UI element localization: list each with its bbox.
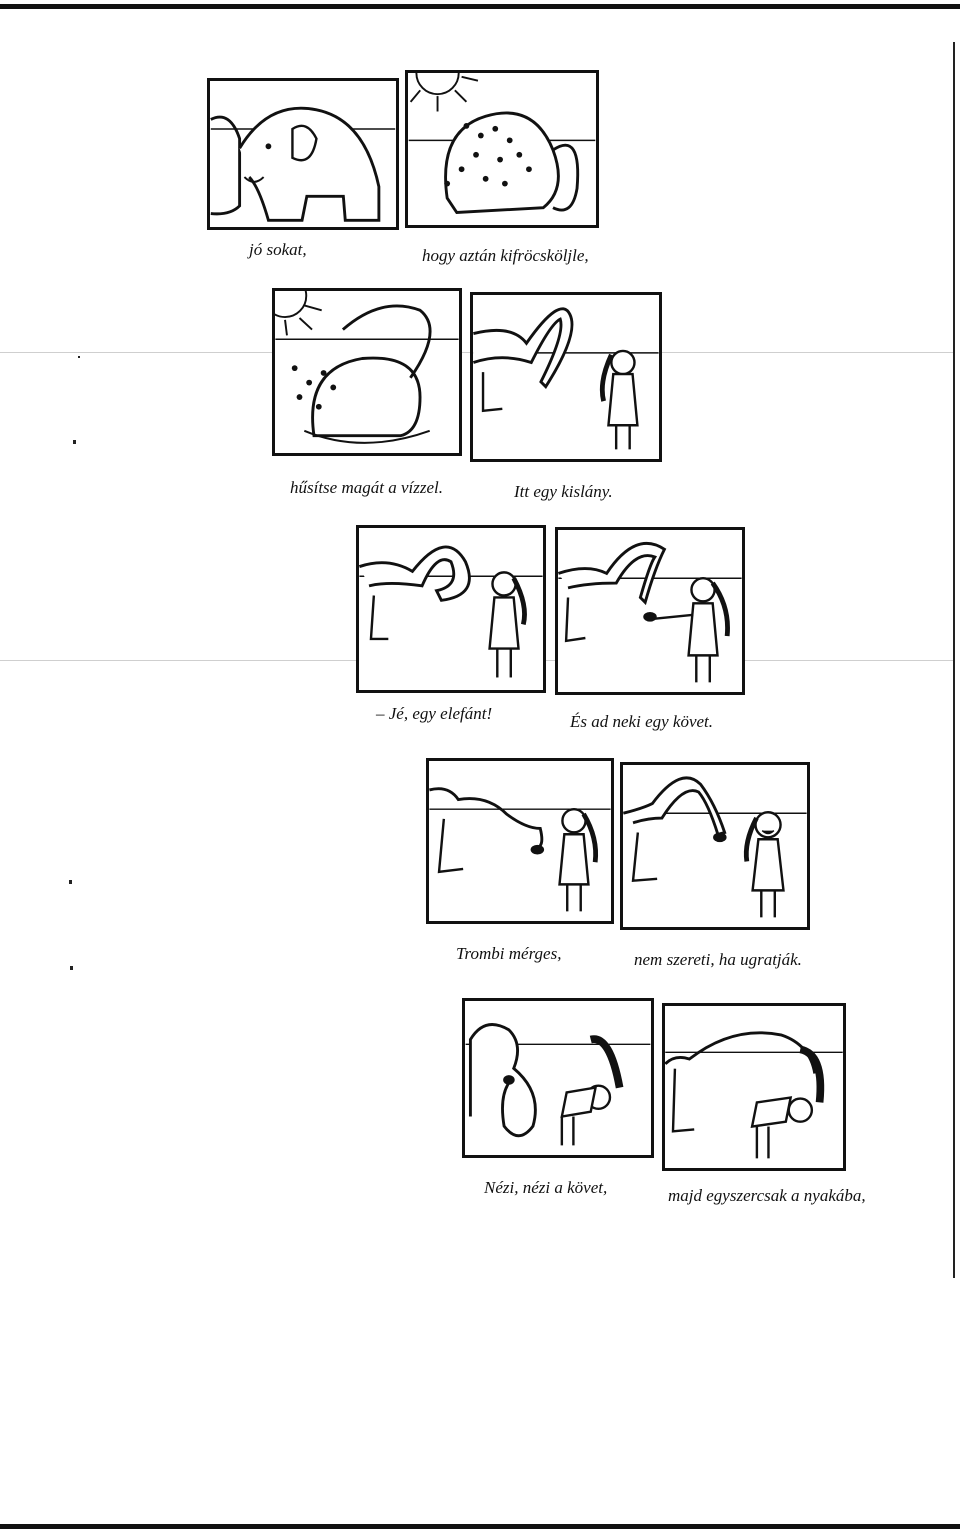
bottom-border <box>0 1524 960 1529</box>
comic-panel-elephant-holds-stone <box>426 758 614 924</box>
caption-row4-right: nem szereti, ha ugratják. <box>634 950 802 969</box>
caption-row5-right: majd egyszercsak a nyakába, <box>668 1186 866 1205</box>
comic-panel-girl-gives-stone <box>555 527 745 695</box>
scan-speck <box>78 356 80 358</box>
elephant-drinking-illustration <box>210 81 396 227</box>
girl-gives-stone-illustration <box>558 530 742 692</box>
comic-panel-girl-sees-elephant <box>356 525 546 693</box>
caption-row1-left: jó sokat, <box>249 240 307 259</box>
scan-speck <box>73 440 76 444</box>
comic-panel-elephant-cooling-off <box>272 288 462 456</box>
elephant-throws-stone-illustration <box>665 1006 843 1168</box>
caption-row3-right: És ad neki egy követ. <box>570 712 714 731</box>
comic-panel-girl-laughing <box>620 762 810 930</box>
caption-row4-left: Trombi mérges, <box>456 944 562 963</box>
elephant-holds-stone-illustration <box>429 761 611 921</box>
caption-row1-right: hogy aztán kifröcsköljle, <box>422 246 589 265</box>
scan-speck <box>69 880 72 884</box>
caption-row2-right: Itt egy kislány. <box>514 482 613 501</box>
comic-panel-elephant-throws-stone <box>662 1003 846 1171</box>
top-border <box>0 4 960 9</box>
caption-row3-left: – Jé, egy elefánt! <box>376 704 493 723</box>
elephant-spraying-illustration <box>408 73 596 225</box>
scan-speck <box>70 966 73 970</box>
caption-row2-left: hűsítse magát a vízzel. <box>290 478 443 497</box>
girl-laughing-illustration <box>623 765 807 927</box>
comic-panel-elephant-drinking <box>207 78 399 230</box>
girl-appears-illustration <box>473 295 659 459</box>
elephant-looks-at-stone-illustration <box>465 1001 651 1155</box>
comic-panel-elephant-looks-at-stone <box>462 998 654 1158</box>
comic-panel-elephant-spraying-water <box>405 70 599 228</box>
girl-sees-elephant-illustration <box>359 528 543 690</box>
elephant-cooling-illustration <box>275 291 459 453</box>
right-edge-line <box>953 42 955 1278</box>
comic-panel-girl-appears <box>470 292 662 462</box>
caption-row5-left: Nézi, nézi a követ, <box>484 1178 608 1197</box>
